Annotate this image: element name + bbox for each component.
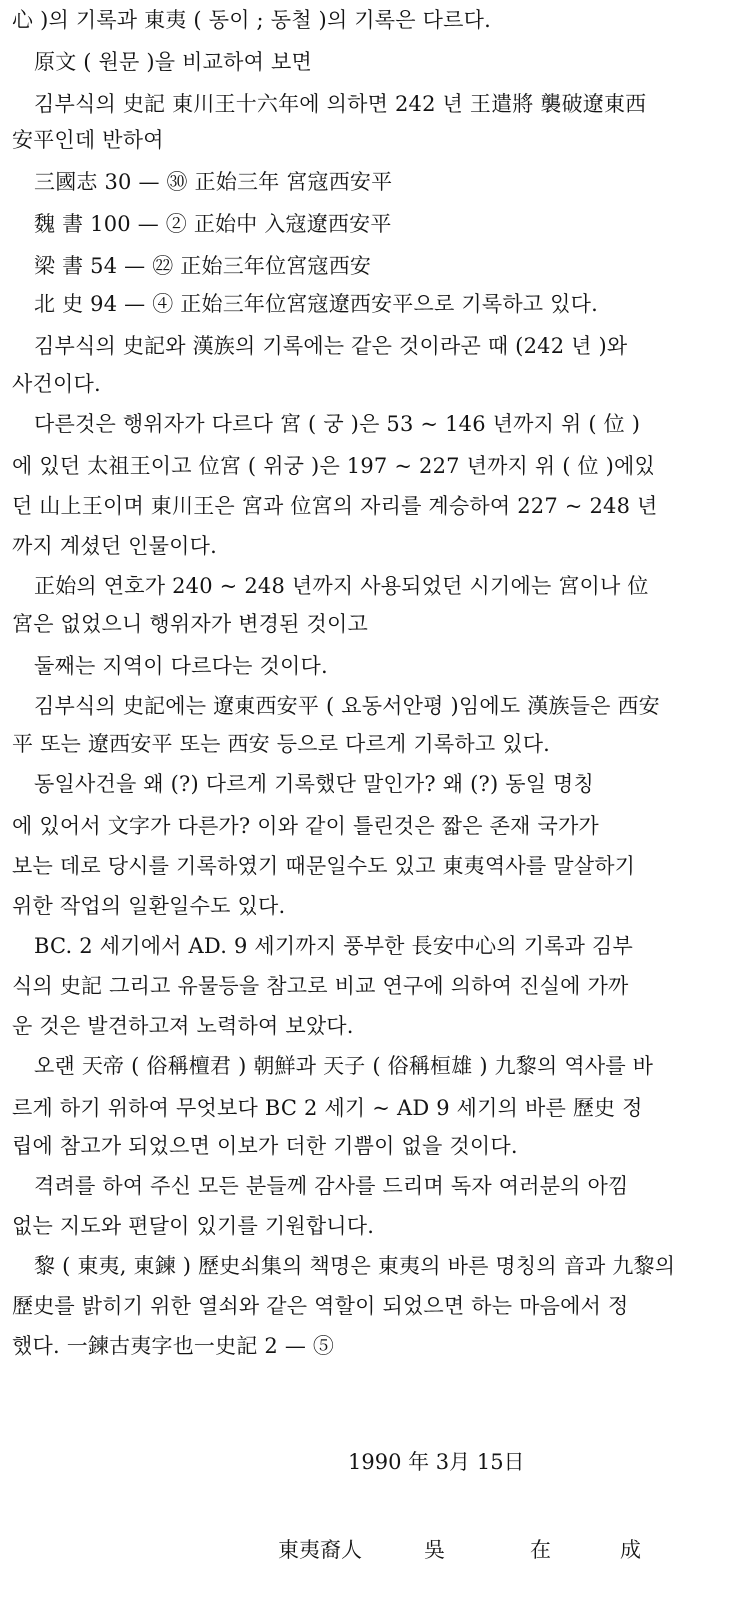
text-line: 原文 ( 원문 )을 비교하여 보면 bbox=[34, 50, 312, 74]
text-line: 다른것은 행위자가 다르다 宮 ( 궁 )은 53 ~ 146 년까지 위 ( 位 ) bbox=[34, 412, 641, 436]
author-name-part: 吳 bbox=[424, 1538, 445, 1562]
citation-line: 三國志 30 — ㉚ 正始三年 宮寇西安平 bbox=[34, 170, 393, 194]
text-line: 김부식의 史記에는 遼東西安平 ( 요동서안평 )임에도 漢族들은 西安 bbox=[34, 694, 660, 718]
text-line: 식의 史記 그리고 유물등을 참고로 비교 연구에 의하여 진실에 가까 bbox=[12, 974, 629, 998]
text-line: 둘째는 지역이 다르다는 것이다. bbox=[34, 654, 328, 678]
text-line: 격려를 하여 주신 모든 분들께 감사를 드리며 독자 여러분의 아낌 bbox=[34, 1174, 629, 1198]
text-line: 오랜 天帝 ( 俗稱檀君 ) 朝鮮과 天子 ( 俗稱桓雄 ) 九黎의 역사를 바 bbox=[34, 1054, 654, 1078]
text-line: 正始의 연호가 240 ~ 248 년까지 사용되었던 시기에는 宮이나 位 bbox=[34, 574, 649, 598]
text-line: 黎 ( 東夷, 東鍊 ) 歷史쇠集의 책명은 東夷의 바른 명칭의 音과 九黎의 bbox=[34, 1254, 676, 1278]
author-name-part: 成 bbox=[620, 1538, 641, 1562]
text-line: 던 山上王이며 東川王은 宮과 位宮의 자리를 계승하여 227 ~ 248 년 bbox=[12, 494, 658, 518]
author-signature bbox=[278, 1536, 641, 1564]
text-line: 宮은 없었으니 행위자가 변경된 것이고 bbox=[12, 612, 368, 636]
text-line: 없는 지도와 편달이 있기를 기원합니다. bbox=[12, 1214, 375, 1238]
author-name-part: 在 bbox=[530, 1538, 551, 1562]
text-line: 보는 데로 당시를 기록하였기 때문일수도 있고 東夷역사를 말살하기 bbox=[12, 854, 636, 878]
text-line: 에 있어서 文字가 다른가? 이와 같이 틀린것은 짧은 존재 국가가 bbox=[12, 814, 599, 838]
text-line: 김부식의 史記 東川王十六年에 의하면 242 년 王遣將 襲破遼東西 bbox=[34, 92, 647, 116]
citation-line: 北 史 94 — ④ 正始三年位宮寇遼西安平으로 기록하고 있다. bbox=[34, 292, 599, 316]
citation-line: 梁 書 54 — ㉒ 正始三年位宮寇西安 bbox=[34, 254, 372, 278]
text-line: 에 있던 太祖王이고 位宮 ( 위궁 )은 197 ~ 227 년까지 위 ( 位 )에있 bbox=[12, 454, 655, 478]
text-line: 위한 작업의 일환일수도 있다. bbox=[12, 894, 286, 918]
author-title: 東夷裔人 bbox=[278, 1538, 362, 1562]
text-line: 까지 계셨던 인물이다. bbox=[12, 534, 217, 558]
text-line: 김부식의 史記와 漢族의 기록에는 같은 것이라곤 때 (242 년 )와 bbox=[34, 334, 628, 358]
text-line: 르게 하기 위하여 무엇보다 BC 2 세기 ~ AD 9 세기의 바른 歷史 정 bbox=[12, 1096, 643, 1120]
citation-line: 魏 書 100 — ② 正始中 入寇遼西安平 bbox=[34, 212, 392, 236]
text-line: 사건이다. bbox=[12, 372, 101, 396]
document-date: 1990 年 3月 15日 bbox=[348, 1450, 525, 1474]
text-line: 安平인데 반하여 bbox=[12, 128, 164, 152]
text-line: 心 )의 기록과 東夷 ( 동이 ; 동철 )의 기록은 다르다. bbox=[12, 8, 491, 32]
text-line: 운 것은 발견하고져 노력하여 보았다. bbox=[12, 1014, 354, 1038]
text-line: 平 또는 遼西安平 또는 西安 등으로 다르게 기록하고 있다. bbox=[12, 732, 551, 756]
text-line: 동일사건을 왜 (?) 다르게 기록했단 말인가? 왜 (?) 동일 명칭 bbox=[34, 772, 595, 796]
text-line: 歷史를 밝히기 위한 열쇠와 같은 역할이 되었으면 하는 마음에서 정 bbox=[12, 1294, 629, 1318]
text-line: 립에 참고가 되었으면 이보가 더한 기쁨이 없을 것이다. bbox=[12, 1134, 518, 1158]
text-line: 했다. 一鍊古夷字也一史記 2 — ⑤ bbox=[12, 1334, 335, 1358]
text-line: BC. 2 세기에서 AD. 9 세기까지 풍부한 長安中心의 기록과 김부 bbox=[34, 934, 634, 958]
